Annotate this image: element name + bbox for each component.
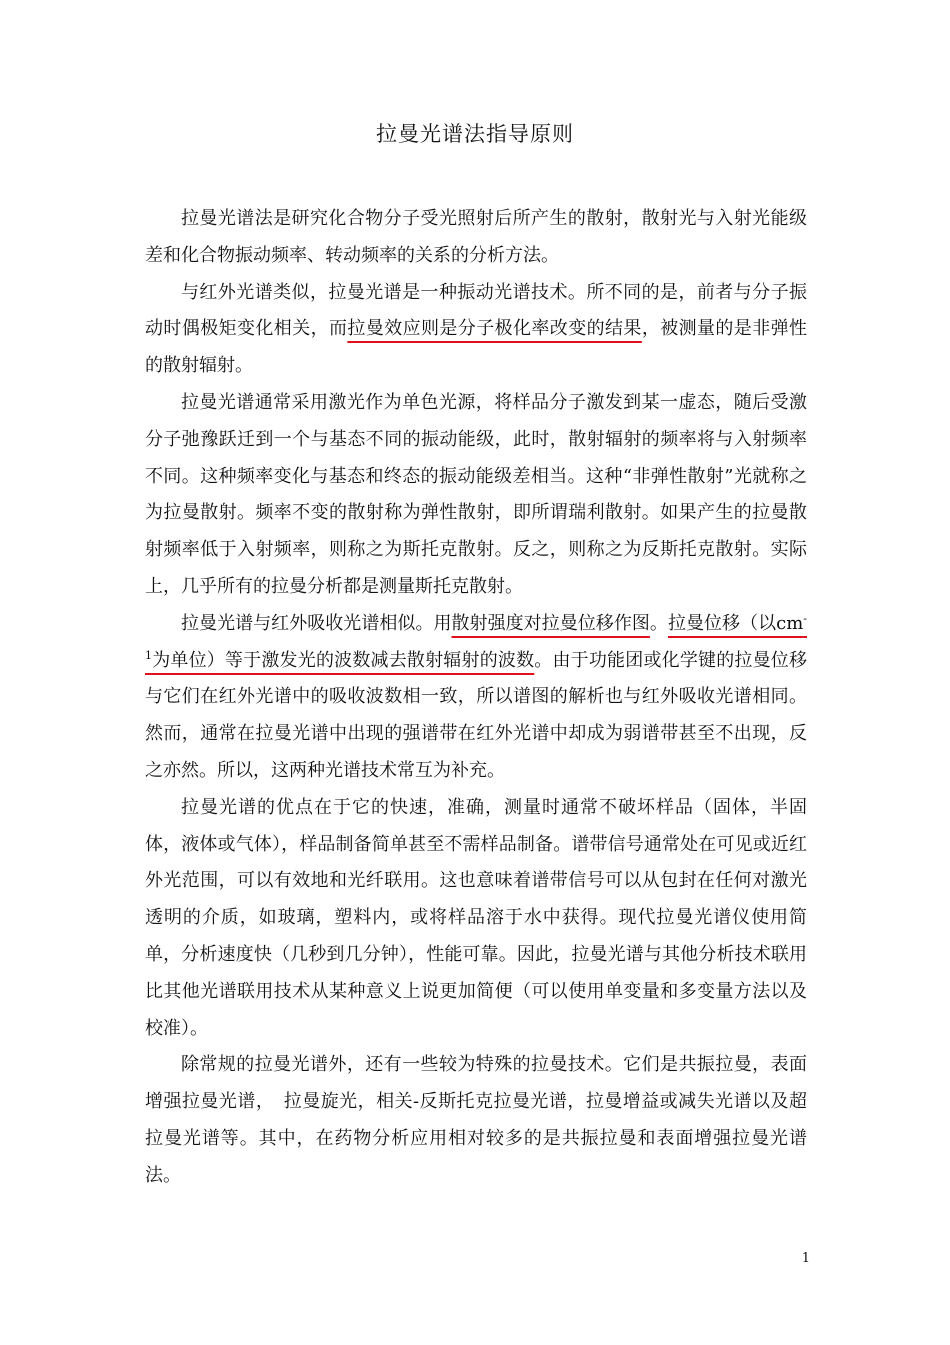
paragraph-6: 除常规的拉曼光谱外，还有一些较为特殊的拉曼技术。它们是共振拉曼，表面增强拉曼光谱， 拉曼旋光，相关-反斯托克拉曼光谱，拉曼增益或减失光谱以及超拉曼光谱等。其中，在药物分析应用相对较多的是共振拉曼和表面增强拉曼光谱法。 (145, 1054, 807, 1186)
paragraph-3: 拉曼光谱通常采用激光作为单色光源，将样品分子激发到某一虚态，随后受激分子弛豫跃迁到一个与基态不同的振动能级，此时，散射辐射的频率将与入射频率不同。这种频率变化与基态和终态的振动能级差相当。这种“非弹性散射”光就称之为拉曼散射。频率不变的散射称为弹性散射，即所谓瑞利散射。如果产生的拉曼散射频率低于入射频率，则称之为斯托克散射。反之，则称之为反斯托克散射。实际上，几乎所有的拉曼分析都是测量斯托克散射。 (145, 391, 807, 597)
underlined-phrase-plot: 散射强度对拉曼位移作图 (451, 612, 650, 634)
raman-shift-text-b: 为单位）等于激发光的波数减去散射辐射的波数 (152, 649, 535, 671)
paragraph-5: 拉曼光谱的优点在于它的快速，准确，测量时通常不破坏样品（固体，半固体，液体或气体），样品制备简单甚至不需样品制备。谱带信号通常处在可见或近红外光范围，可以有效地和光纤联用。这也意味着谱带信号可以从包封在任何对激光透明的介质，如玻璃，塑料内，或将样品溶于水中获得。现代拉曼光谱仪使用简单，分析速度快（几秒到几分钟），性能可靠。因此，拉曼光谱与其他分析技术联用比其他光谱联用技术从某种意义上说更加简便（可以使用单变量和多变量方法以及校准）。 (145, 796, 807, 1039)
paragraph-4-text-before: 拉曼光谱与红外吸收光谱相似。用 (181, 612, 452, 634)
paragraph-1: 拉曼光谱法是研究化合物分子受光照射后所产生的散射，散射光与入射光能级差和化合物振动频率、转动频率的关系的分析方法。 (145, 208, 807, 266)
paragraph-2-text-before: 与红外光谱类似，拉曼光谱是一种振动光谱技术。所不同的是，前者与分子振动时偶极矩变化相关，而 (145, 281, 807, 340)
paragraph-2 (145, 275, 807, 385)
underlined-phrase-polarizability: 拉曼效应则是分子极化率改变的结果 (347, 318, 642, 340)
unit-superscript: -1 (145, 611, 808, 662)
paragraph-4 (145, 606, 807, 790)
paragraph-4-text-after: 。由于功能团或化学键的拉曼位移与它们在红外光谱中的吸收波数相一致，所以谱图的解析也与红外吸收光谱相同。然而，通常在拉曼光谱中出现的强谱带在红外光谱中却成为弱谱带甚至不出现，反之亦然。所以，这两种光谱技术常互为补充。 (145, 649, 808, 781)
page-number: 1 (801, 1251, 810, 1266)
paragraph-2-text-after: ，被测量的是非弹性的散射辐射。 (145, 318, 808, 377)
paragraph-4-text-middle: 。 (649, 612, 668, 634)
page-title: 拉曼光谱法指导原则 (376, 122, 574, 146)
raman-shift-text-a: 拉曼位移（以cm (667, 612, 804, 634)
document-body (145, 201, 807, 1195)
